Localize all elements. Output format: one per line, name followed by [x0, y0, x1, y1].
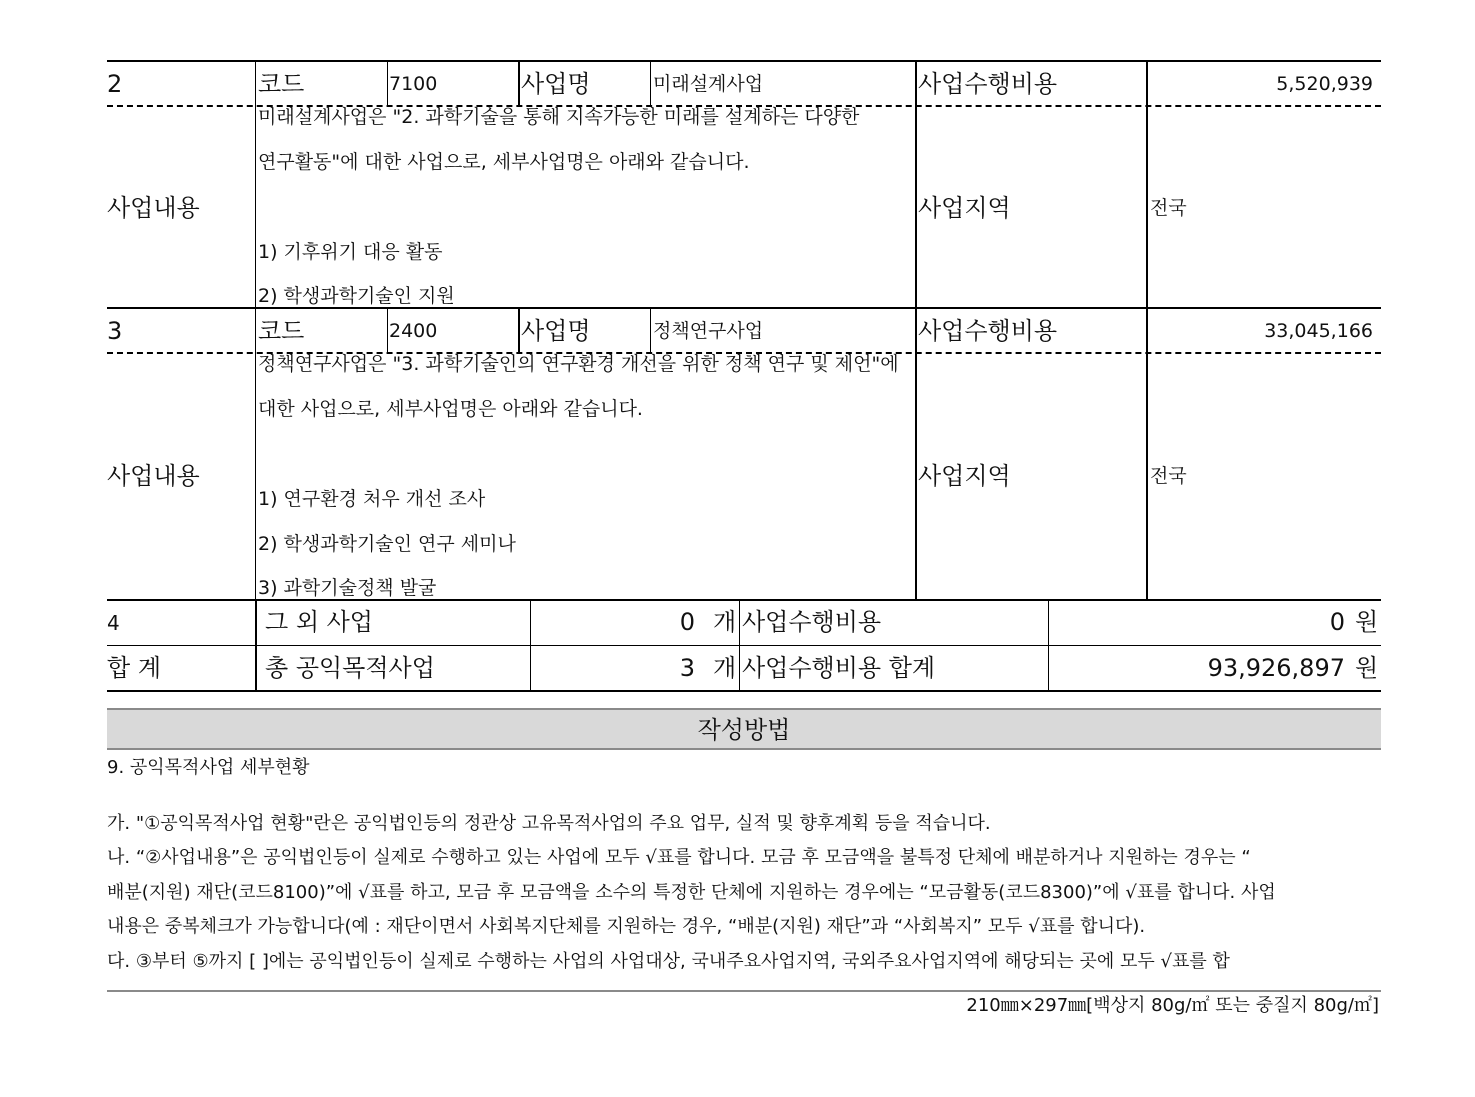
row4-bottom-border [107, 645, 1381, 646]
code-value: 7100 [389, 73, 438, 95]
region-label: 사업지역 [918, 462, 1011, 490]
business-count: 0 [679, 608, 695, 636]
instruction-line: 가. "①공익목적사업 현황"란은 공익법인등의 정관상 고유목적사업의 주요 업무, 실적 및 향후계획 등을 적습니다. [107, 813, 991, 834]
instructions-title: 작성방법 [697, 716, 791, 744]
col-divider [518, 308, 520, 352]
business-name-label: 사업명 [521, 70, 591, 98]
instructions-header-band [107, 708, 1381, 750]
total-cost-label: 사업수행비용 합계 [742, 654, 936, 682]
col-divider [387, 61, 388, 105]
table-top-border [107, 60, 1381, 62]
col-divider [387, 308, 388, 352]
business-name-value: 정책연구사업 [653, 320, 764, 342]
total-business-label: 총 공익목적사업 [265, 654, 435, 682]
instructions-section: 9. 공익목적사업 세부현황 [107, 757, 310, 778]
col-divider [255, 61, 256, 599]
content-label: 사업내용 [107, 194, 200, 222]
instruction-line: 내용은 중복체크가 가능합니다(예 : 재단이면서 사회복지단체를 지원하는 경우, “배분(지원) 재단”과 “사회복지” 모두 √표를 합니다). [107, 916, 1146, 937]
cost-label: 사업수행비용 [918, 317, 1058, 345]
content-line: 2) 학생과학기술인 지원 [258, 285, 455, 307]
content-label: 사업내용 [107, 462, 200, 490]
cost-label: 사업수행비용 [742, 608, 882, 636]
code-label: 코드 [258, 70, 305, 98]
col-divider [1146, 61, 1148, 599]
col-divider [530, 600, 531, 690]
count-unit: 개 [713, 608, 737, 636]
col-divider [739, 600, 740, 690]
col-divider [255, 600, 257, 690]
row-number: 4 [107, 611, 120, 635]
cost-value: 0 [1329, 608, 1345, 636]
cost-value: 33,045,166 [1264, 320, 1373, 342]
cost-value: 5,520,939 [1276, 73, 1373, 95]
col-divider [1048, 600, 1049, 690]
col-divider [518, 61, 520, 105]
content-line: 미래설계사업은 "2. 과학기술을 통해 지속가능한 미래를 설계하는 다양한 [258, 106, 860, 128]
code-value: 2400 [389, 320, 438, 342]
count-unit: 개 [713, 654, 737, 682]
total-label: 합 계 [107, 654, 161, 682]
cost-unit: 원 [1355, 654, 1379, 682]
row-number: 2 [107, 70, 123, 98]
content-line: 대한 사업으로, 세부사업명은 아래와 같습니다. [258, 398, 643, 420]
row-number: 3 [107, 317, 123, 345]
content-line: 연구활동"에 대한 사업으로, 세부사업명은 아래와 같습니다. [258, 151, 750, 173]
paper-spec: 210㎜×297㎜[백상지 80g/㎡ 또는 중질지 80g/㎡] [966, 995, 1379, 1016]
cost-unit: 원 [1355, 608, 1379, 636]
content-line: 정책연구사업은 "3. 과학기술인의 연구환경 개선을 위한 정책 연구 및 제언"에 [258, 353, 899, 375]
business-name-value: 미래설계사업 [653, 73, 764, 95]
col-divider [915, 61, 917, 599]
content-line: 2) 학생과학기술인 연구 세미나 [258, 533, 516, 555]
business-name-label: 사업명 [521, 317, 591, 345]
col-divider [650, 308, 651, 352]
content-line: 1) 기후위기 대응 활동 [258, 241, 443, 263]
footer-divider [107, 990, 1381, 992]
col-divider [650, 61, 651, 105]
region-value: 전국 [1150, 197, 1187, 219]
total-cost-value: 93,926,897 [1207, 654, 1345, 682]
other-business-label: 그 외 사업 [265, 608, 373, 636]
region-label: 사업지역 [918, 194, 1011, 222]
total-bottom-border [107, 690, 1381, 692]
content-line: 3) 과학기술정책 발굴 [258, 577, 437, 599]
instruction-line: 배분(지원) 재단(코드8100)”에 √표를 하고, 모금 후 모금액을 소수의 특정한 단체에 지원하는 경우에는 “모금활동(코드8300)”에 √표를 합니다. 사업 [107, 882, 1276, 903]
instruction-line: 다. ③부터 ⑤까지 [ ]에는 공익법인등이 실제로 수행하는 사업의 사업대상, 국내주요사업지역, 국외주요사업지역에 해당되는 곳에 모두 √표를 합 [107, 951, 1230, 972]
cost-label: 사업수행비용 [918, 70, 1058, 98]
row2-bottom-border [107, 307, 1381, 309]
row3-bottom-border [107, 599, 1381, 601]
content-line: 1) 연구환경 처우 개선 조사 [258, 488, 486, 510]
region-value: 전국 [1150, 465, 1187, 487]
code-label: 코드 [258, 317, 305, 345]
instruction-line: 나. “②사업내용”은 공익법인등이 실제로 수행하고 있는 사업에 모두 √표를 합니다. 모금 후 모금액을 불특정 단체에 배분하거나 지원하는 경우는 “ [107, 847, 1251, 868]
total-count: 3 [679, 654, 695, 682]
